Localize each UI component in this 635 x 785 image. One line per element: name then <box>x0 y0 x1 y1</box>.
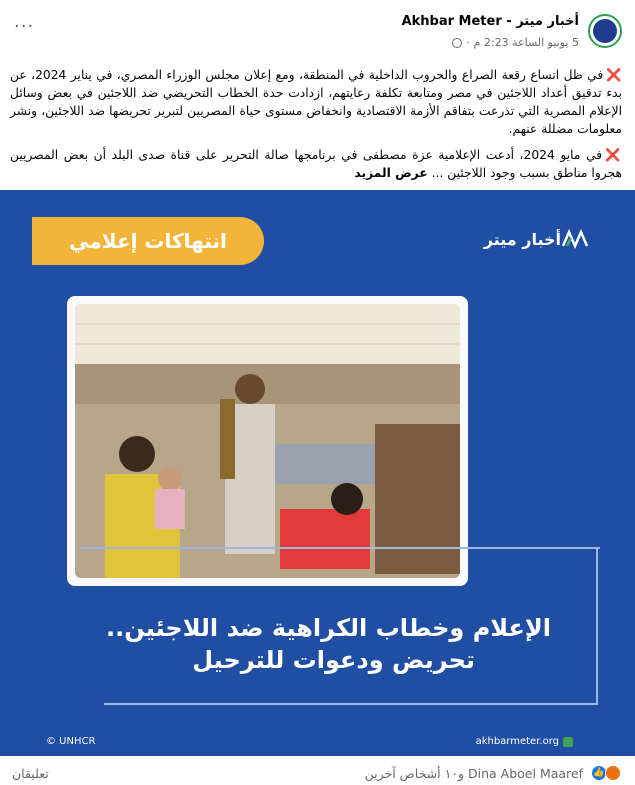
post-text <box>10 66 622 190</box>
headline-line-2: تحريض ودعوات للترحيل <box>192 646 475 674</box>
post-date[interactable]: 5 يونيو الساعة 2:23 م <box>473 36 579 49</box>
paragraph-2: ❌في مايو 2024، أدعت الإعلامية عزة مصطفى في برنامجها صالة التحرير على قناة صدى البلد أن بعض المصريين هجروا مناطق بسبب وجود اللاجئين ... عرض المزيد <box>10 148 622 180</box>
photo-frame <box>67 296 468 586</box>
page-avatar[interactable] <box>588 14 622 48</box>
reaction-count[interactable]: Dina Aboel Maaref و١٠ أشخاص آخرين <box>364 766 583 781</box>
more-options-icon[interactable]: ··· <box>14 16 35 37</box>
post-header <box>0 0 635 60</box>
headline-line-1: الإعلام وخطاب الكراهية ضد اللاجئين.. <box>105 614 551 642</box>
reactions-bar <box>0 756 635 785</box>
photo-illustration <box>75 304 460 578</box>
decorative-line <box>104 703 597 705</box>
brand-name: أخبار ميتر <box>483 230 561 249</box>
category-badge: انتهاكات إعلامي <box>32 217 264 265</box>
angry-icon <box>605 765 621 781</box>
photo-credit: © UNHCR <box>46 736 96 747</box>
comment-count[interactable]: تعليقان <box>12 766 49 781</box>
brand-logo-icon <box>561 226 589 250</box>
post-image[interactable] <box>0 190 635 756</box>
reaction-icons[interactable] <box>587 765 621 781</box>
globe-icon <box>452 38 462 48</box>
like-icon: 👍 <box>591 765 607 781</box>
site-icon <box>563 737 573 747</box>
refugee-photo <box>75 304 460 578</box>
decorative-line <box>80 547 600 549</box>
meta-dot: · <box>466 36 470 49</box>
page-name[interactable]: أخبار ميتر - Akhbar Meter <box>401 14 579 29</box>
site-url: akhbarmeter.org <box>475 736 559 747</box>
paragraph-1: ❌في ظل اتساع رقعة الصراع والحروب الداخلية في المنطقة، ومع إعلان مجلس الوزراء المصري، في يناير 2024، عن بدء تدقيق أعداد اللاجئين في مصر ومتابعة تكلفة رعايتهم، ازدادت حدة الخطاب التحريضي ضد اللاجئين في بعض وسائل الإعلام المصرية التي تذرعت بتفاقم الأزمة الاقتصادية وانخفاض مستوى حياة المصريين لتبرير تحريضها ضد اللاجئين، ونشر معلومات مضللة عنهم. <box>10 68 623 136</box>
decorative-line <box>596 547 598 705</box>
cross-mark-icon: ❌ <box>606 68 623 82</box>
see-more-link[interactable]: عرض المزيد <box>354 166 428 180</box>
post-meta <box>452 36 579 49</box>
cross-mark-icon: ❌ <box>605 148 622 162</box>
